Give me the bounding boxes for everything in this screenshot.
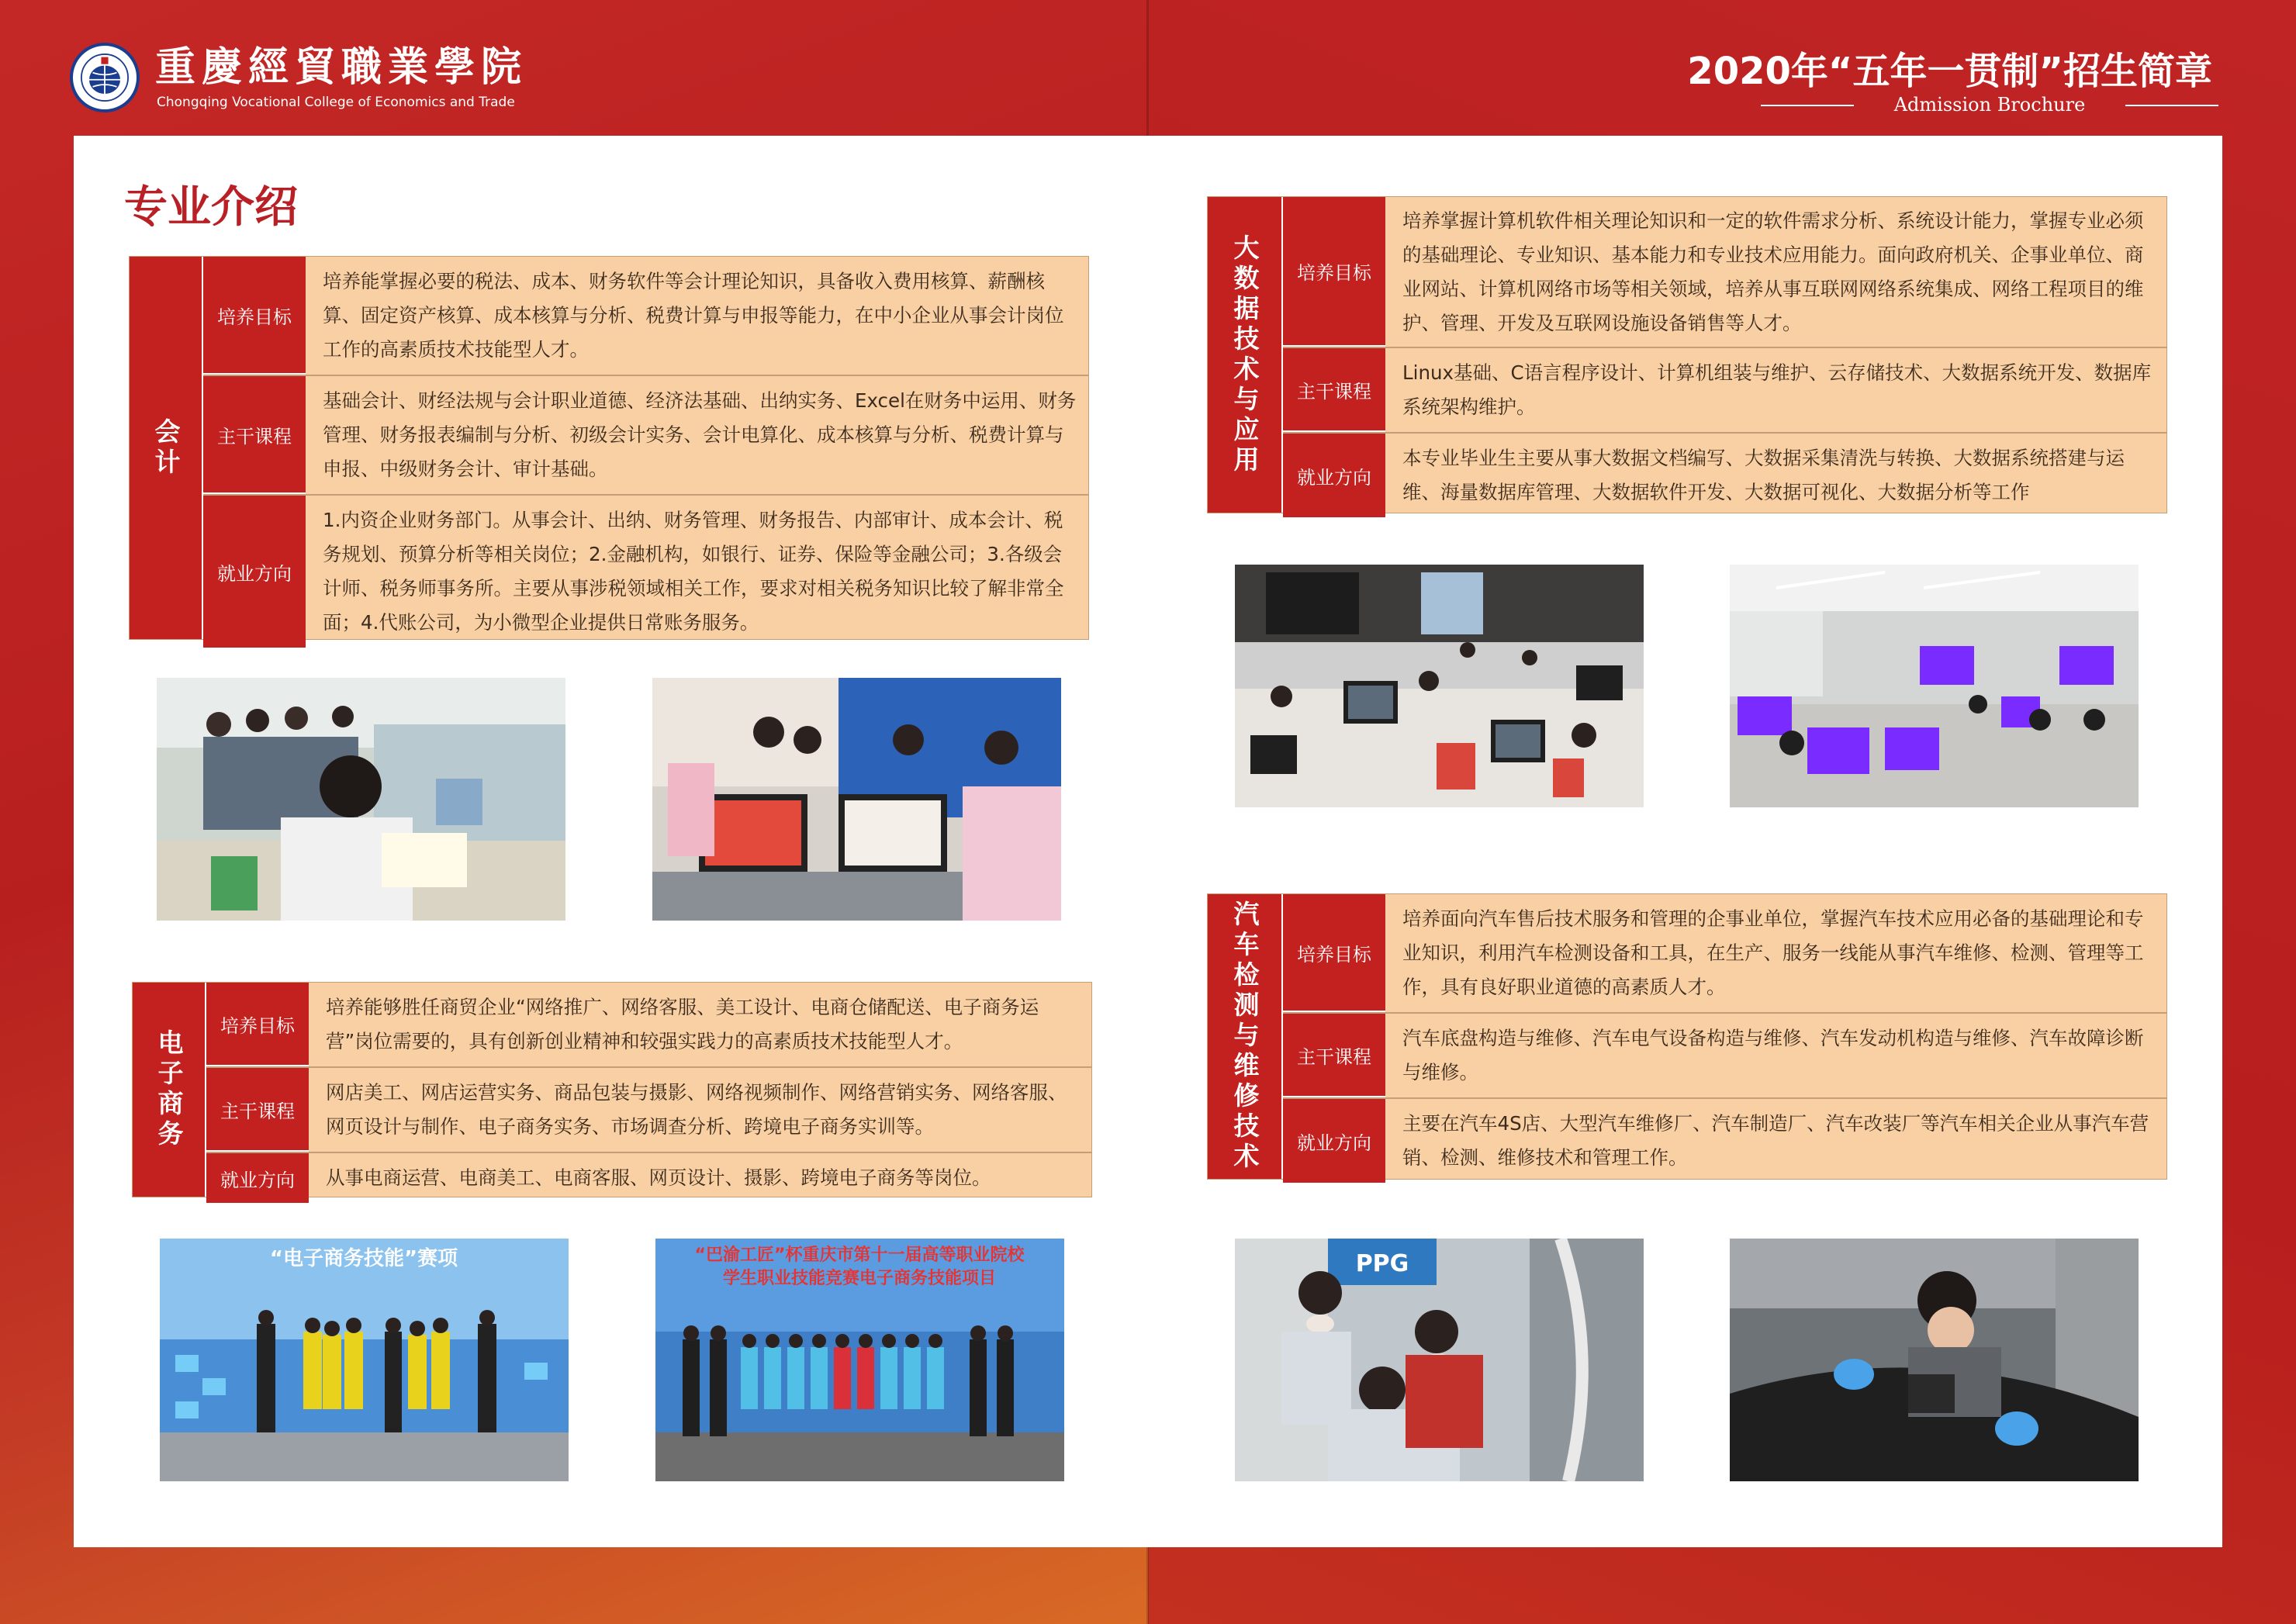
major-name-accounting: 会计 xyxy=(130,257,203,639)
accounting-career: 1.内资企业财务部门。从事会计、出纳、财务管理、财务报告、内部审计、成本会计、税务规划、预算分析等相关岗位；2.金融机构，如银行、证券、保险等金融公司；3.各级会计师、税务师事务所。主要从事涉税领域相关工作，要求对相关税务知识比较了解非常全面；4.代账公司，为小微型企业提供日常账务服务。 xyxy=(323,509,1064,634)
accounting-courses: 基础会计、财经法规与会计职业道德、经济法基础、出纳实务、Excel在财务中运用、财务管理、财务报表编制与分析、初级会计实务、会计电算化、成本核算与分析、税费计算与申报、中级财务会计、审计基础。 xyxy=(323,389,1077,480)
ecommerce-banner-2-line2: 学生职业技能竞赛电子商务技能项目 xyxy=(722,1269,997,1288)
bigdata-courses: Linux基础、C语言程序设计、计算机组装与维护、云存储技术、大数据系统开发、数据库系统架构维护。 xyxy=(1402,361,2152,418)
brochure-subtitle-wrap xyxy=(1761,92,2218,118)
label-courses: 主干课程 xyxy=(1283,348,1385,432)
photo-automotive-training-1 xyxy=(1235,1239,1644,1481)
label-goal: 培养目标 xyxy=(203,257,306,375)
brochure-title: 2020年“五年一贯制”招生简章 xyxy=(1687,50,2212,93)
label-career: 就业方向 xyxy=(206,1153,309,1203)
photo-automotive-training-2 xyxy=(1730,1239,2139,1481)
major-name-ecommerce: 电子商务 xyxy=(133,983,206,1197)
photo-accounting-classroom xyxy=(157,678,565,921)
photo-ecommerce-competition-1 xyxy=(160,1239,569,1481)
major-block-ecommerce xyxy=(132,982,1092,1197)
subtitle-rule-left xyxy=(1761,105,1854,106)
bigdata-career: 本专业毕业生主要从事大数据文档编写、大数据采集清洗与转换、大数据系统搭建与运维、海量数据库管理、大数据软件开发、大数据可视化、大数据分析等工作 xyxy=(1402,447,2125,503)
auto-brand-logo: PPG xyxy=(1355,1250,1409,1277)
major-block-bigdata xyxy=(1207,196,2167,513)
ecommerce-banner-2-line1: “巴渝工匠”杯重庆市第十一届高等职业院校 xyxy=(694,1246,1025,1265)
brochure-subtitle: Admission Brochure xyxy=(1893,94,2086,116)
ecommerce-banner-1: “电子商务技能”赛项 xyxy=(269,1247,458,1270)
label-courses: 主干课程 xyxy=(1283,1014,1385,1097)
photo-ecommerce-competition-2 xyxy=(655,1239,1064,1481)
section-title: 专业介绍 xyxy=(124,182,298,233)
label-goal: 培养目标 xyxy=(1283,894,1385,1012)
label-goal: 培养目标 xyxy=(206,983,309,1066)
ecommerce-career: 从事电商运营、电商美工、电商客服、网页设计、摄影、跨境电子商务等岗位。 xyxy=(326,1166,991,1189)
label-courses: 主干课程 xyxy=(203,376,306,494)
automotive-courses: 汽车底盘构造与维修、汽车电气设备构造与维修、汽车发动机构造与维修、汽车故障诊断与维修。 xyxy=(1402,1027,2144,1083)
school-logo xyxy=(70,43,140,112)
photo-accounting-computer-lab xyxy=(652,678,1061,921)
major-block-automotive xyxy=(1207,893,2167,1180)
major-block-accounting xyxy=(129,256,1089,640)
label-career: 就业方向 xyxy=(203,496,306,648)
label-career: 就业方向 xyxy=(1283,1099,1385,1183)
label-courses: 主干课程 xyxy=(206,1068,309,1152)
subtitle-rule-right xyxy=(2125,105,2218,106)
automotive-career: 主要在汽车4S店、大型汽车维修厂、汽车制造厂、汽车改装厂等汽车相关企业从事汽车营销、检测、维修技术和管理工作。 xyxy=(1402,1112,2149,1169)
photo-bigdata-lab-2 xyxy=(1730,565,2139,807)
accounting-goal: 培养能掌握必要的税法、成本、财务软件等会计理论知识，具备收入费用核算、薪酬核算、固定资产核算、成本核算与分析、税费计算与申报等能力，在中小企业从事会计岗位工作的高素质技术技能型人才。 xyxy=(323,270,1064,361)
label-career: 就业方向 xyxy=(1283,434,1385,517)
school-name-cn: 重慶經貿職業學院 xyxy=(155,43,528,91)
major-name-bigdata: 大数据技术与应用 xyxy=(1208,197,1283,513)
ecommerce-goal: 培养能够胜任商贸企业“网络推广、网络客服、美工设计、电商仓储配送、电子商务运营”岗位需要的，具有创新创业精神和较强实践力的高素质技术技能型人才。 xyxy=(326,996,1039,1052)
major-name-automotive: 汽车检测与维修技术 xyxy=(1208,894,1283,1179)
photo-bigdata-lab-1 xyxy=(1235,565,1644,807)
label-goal: 培养目标 xyxy=(1283,197,1385,347)
bigdata-goal: 培养掌握计算机软件相关理论知识和一定的软件需求分析、系统设计能力，掌握专业必须的基础理论、专业知识、基本能力和专业技术应用能力。面向政府机关、企事业单位、商业网站、计算机网络市场等相关领域，培养从事互联网网络系统集成、网络工程项目的维护、管理、开发及互联网设施设备销售等人才。 xyxy=(1402,209,2144,334)
automotive-goal: 培养面向汽车售后技术服务和管理的企事业单位，掌握汽车技术应用必备的基础理论和专业知识，利用汽车检测设备和工具，在生产、服务一线能从事汽车维修、检测、管理等工作，具有良好职业道德的高素质人才。 xyxy=(1402,907,2144,998)
school-name-en: Chongqing Vocational College of Economics and Trade xyxy=(157,95,515,110)
ecommerce-courses: 网店美工、网店运营实务、商品包装与摄影、网络视频制作、网络营销实务、网络客服、网页设计与制作、电子商务实务、市场调查分析、跨境电子商务实训等。 xyxy=(326,1081,1067,1138)
